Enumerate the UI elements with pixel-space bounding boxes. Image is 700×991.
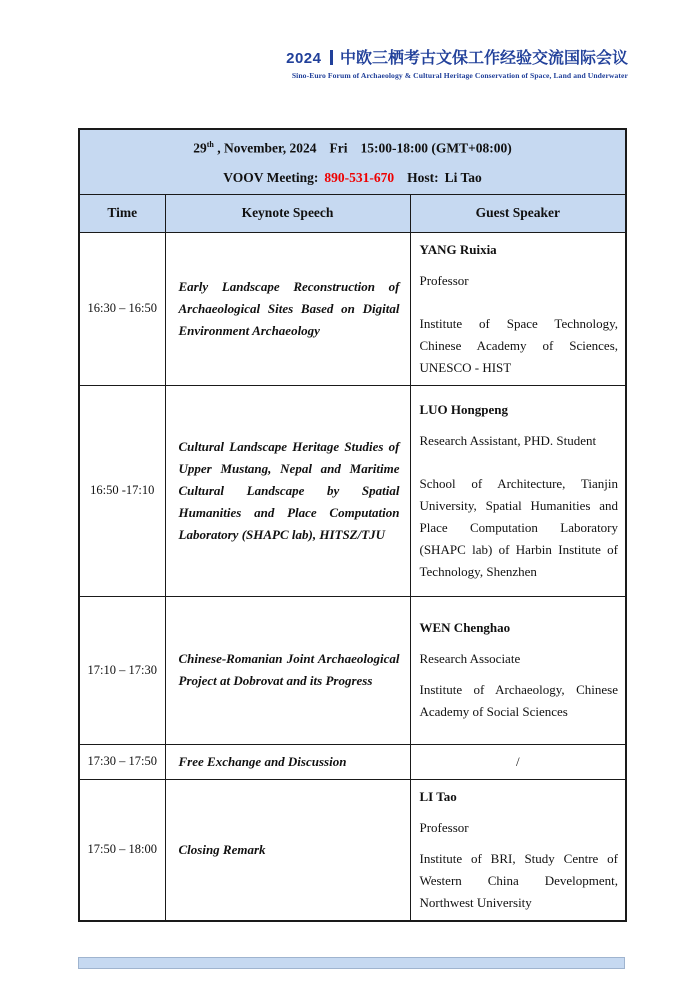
meeting-label: VOOV Meeting: <box>223 169 319 185</box>
schedule-row <box>79 744 626 779</box>
speaker-placeholder: / <box>410 744 626 779</box>
speaker-role: Research Associate <box>419 651 521 666</box>
meeting-id: 890-531-670 <box>324 169 395 185</box>
speaker-role: Professor <box>419 272 469 288</box>
keynote-title: Chinese-Romanian Joint Archaeological Project at Dobrovat and its Progress <box>165 596 410 744</box>
keynote-title: Closing Remark <box>165 779 410 921</box>
schedule-table <box>78 128 627 922</box>
host-name: Li Tao <box>444 169 482 185</box>
session-date-day: 29 <box>193 140 207 156</box>
session-date-line <box>80 136 625 157</box>
keynote-title: Early Landscape Reconstruction of Archaeological Sites Based on Digital Environment Archaeology <box>165 232 410 385</box>
column-header-row <box>79 194 626 232</box>
time-slot: 16:30 – 16:50 <box>79 232 165 385</box>
forum-header <box>286 50 628 82</box>
speaker-name: YANG Ruixia <box>419 241 497 257</box>
column-header-time: Time <box>79 194 165 232</box>
session-weekday: Fri <box>329 140 348 156</box>
speaker-role: Research Assistant, PHD. Student <box>419 432 597 448</box>
speaker-affiliation: School of Architecture, Tianjin University, Spatial Humanities and Place Computation Laboratory (SHAPC lab) of Harbin Institute of Technology, Shenzhen <box>419 475 619 579</box>
forum-title-line <box>286 50 628 68</box>
schedule-row <box>79 232 626 385</box>
next-page-table-edge <box>78 957 625 969</box>
session-time-range: 15:00-18:00 (GMT+08:00) <box>360 140 512 156</box>
speaker-affiliation: Institute of Archaeology, Chinese Academy of Social Sciences <box>419 682 619 719</box>
time-slot: 17:10 – 17:30 <box>79 596 165 744</box>
speaker-name: WEN Chenghao <box>419 620 511 635</box>
session-banner-row <box>79 129 626 194</box>
title-divider-bar <box>330 50 333 65</box>
schedule-row <box>79 385 626 596</box>
forum-title-chinese: 中欧三栖考古文保工作经验交流国际会议 <box>339 50 628 67</box>
session-banner <box>79 129 626 194</box>
forum-subtitle-english: Sino-Euro Forum of Archaeology & Cultural Heritage Conservation of Space, Land and Underwater <box>291 71 628 80</box>
speaker-name: LUO Hongpeng <box>419 401 508 417</box>
speaker-affiliation: Institute of BRI, Study Centre of Western China Development, Northwest University <box>419 850 619 910</box>
schedule-row <box>79 779 626 921</box>
keynote-title: Free Exchange and Discussion <box>165 744 410 779</box>
column-header-speech: Keynote Speech <box>165 194 410 232</box>
speaker-role: Professor <box>419 819 469 835</box>
speaker-info <box>410 596 626 744</box>
speaker-affiliation: Institute of Space Technology, Chinese Academy of Sciences, UNESCO - HIST <box>419 315 619 375</box>
time-slot: 16:50 -17:10 <box>79 385 165 596</box>
session-meeting-line <box>80 169 625 186</box>
column-header-speaker: Guest Speaker <box>410 194 626 232</box>
session-date-tail: , November, 2024 <box>213 140 317 156</box>
schedule-row <box>79 596 626 744</box>
speaker-info <box>410 232 626 385</box>
session-date-ordinal: th <box>206 140 214 149</box>
speaker-info <box>410 385 626 596</box>
speaker-name: LI Tao <box>419 788 457 804</box>
host-label: Host: <box>407 169 439 185</box>
speaker-info <box>410 779 626 921</box>
time-slot: 17:50 – 18:00 <box>79 779 165 921</box>
time-slot: 17:30 – 17:50 <box>79 744 165 779</box>
keynote-title: Cultural Landscape Heritage Studies of Upper Mustang, Nepal and Maritime Cultural Landscape by Spatial Humanities and Place Computation Laboratory (SHAPC lab), HITSZ/TJU <box>165 385 410 596</box>
forum-year: 2024 <box>286 50 322 67</box>
